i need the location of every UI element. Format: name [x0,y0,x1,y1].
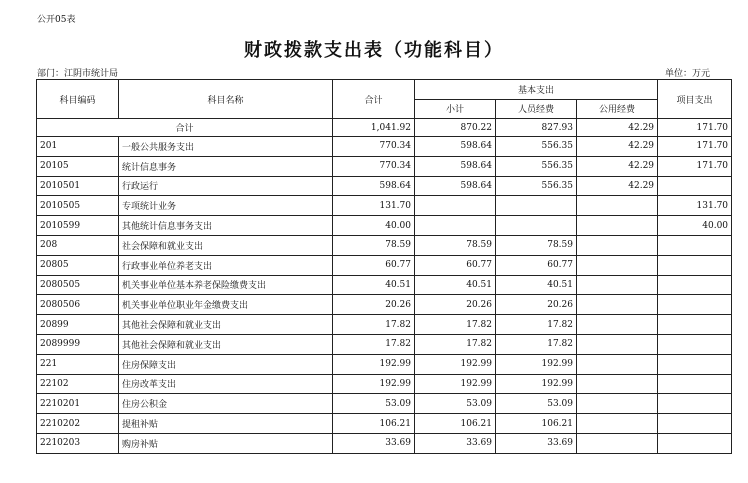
cell-total: 192.99 [333,374,415,394]
cell-project [658,433,732,453]
cell-code: 20805 [37,255,119,275]
cell-public: 42.29 [577,156,658,176]
table-row [37,315,732,335]
cell-public [577,255,658,275]
table-row [37,394,732,414]
cell-total: 78.59 [333,235,415,255]
cell-public [577,394,658,414]
cell-project [658,275,732,295]
cell-code: 20899 [37,315,119,335]
cell-name: 机关事业单位职业年金缴费支出 [119,295,333,315]
col-header-name: 科目名称 [119,80,333,119]
cell-name: 行政运行 [119,176,333,196]
cell-public [577,315,658,335]
cell-name: 住房改革支出 [119,374,333,394]
cell-personnel: 60.77 [496,255,577,275]
cell-subtotal: 40.51 [415,275,496,295]
cell-subtotal: 20.26 [415,295,496,315]
cell-subtotal: 106.21 [415,414,496,434]
total-cell-total: 1,041.92 [333,119,415,137]
total-cell-subtotal: 870.22 [415,119,496,137]
total-cell-personnel: 827.93 [496,119,577,137]
cell-personnel: 556.35 [496,156,577,176]
cell-personnel: 17.82 [496,334,577,354]
cell-total: 770.34 [333,156,415,176]
cell-personnel [496,216,577,236]
unit-label: 单位：万元 [664,69,710,79]
department-label: 部门：江阴市统计局 [37,69,119,79]
cell-subtotal: 17.82 [415,315,496,335]
cell-total: 17.82 [333,315,415,335]
cell-total: 131.70 [333,196,415,216]
cell-total: 53.09 [333,394,415,414]
table-row [37,295,732,315]
col-header-basic: 基本支出 [415,80,658,100]
cell-personnel: 192.99 [496,354,577,374]
cell-subtotal: 192.99 [415,354,496,374]
cell-total: 40.00 [333,216,415,236]
cell-name: 社会保障和就业支出 [119,235,333,255]
cell-project: 40.00 [658,216,732,236]
cell-code: 2210203 [37,433,119,453]
cell-public [577,275,658,295]
cell-personnel: 192.99 [496,374,577,394]
cell-subtotal: 33.69 [415,433,496,453]
cell-name: 其他社会保障和就业支出 [119,315,333,335]
table-row [37,156,732,176]
cell-code: 221 [37,354,119,374]
cell-code: 22102 [37,374,119,394]
cell-project: 131.70 [658,196,732,216]
cell-code: 20105 [37,156,119,176]
cell-personnel: 556.35 [496,176,577,196]
cell-name: 住房保障支出 [119,354,333,374]
cell-name: 统计信息事务 [119,156,333,176]
cell-name: 住房公积金 [119,394,333,414]
total-cell-public: 42.29 [577,119,658,137]
cell-code: 2210202 [37,414,119,434]
cell-project: 171.70 [658,137,732,157]
table-row [37,275,732,295]
cell-code: 2080505 [37,275,119,295]
cell-total: 770.34 [333,137,415,157]
table-row [37,176,732,196]
cell-subtotal: 53.09 [415,394,496,414]
cell-subtotal [415,196,496,216]
cell-code: 2010501 [37,176,119,196]
cell-project [658,295,732,315]
cell-subtotal: 78.59 [415,235,496,255]
cell-project [658,315,732,335]
table-row [37,196,732,216]
cell-personnel: 17.82 [496,315,577,335]
cell-project [658,394,732,414]
col-header-personnel: 人员经费 [496,99,577,119]
cell-total: 60.77 [333,255,415,275]
cell-project [658,255,732,275]
table-row [37,334,732,354]
cell-subtotal: 598.64 [415,156,496,176]
cell-name: 一般公共服务支出 [119,137,333,157]
table-row [37,235,732,255]
col-header-code: 科目编码 [37,80,119,119]
cell-project [658,176,732,196]
total-row [37,119,732,137]
table-row [37,216,732,236]
cell-public: 42.29 [577,137,658,157]
cell-name: 提租补贴 [119,414,333,434]
cell-total: 192.99 [333,354,415,374]
table-row [37,137,732,157]
cell-public [577,433,658,453]
cell-code: 208 [37,235,119,255]
cell-personnel: 106.21 [496,414,577,434]
cell-code: 2089999 [37,334,119,354]
cell-personnel: 78.59 [496,235,577,255]
cell-name: 其他社会保障和就业支出 [119,334,333,354]
cell-personnel: 53.09 [496,394,577,414]
expenditure-table [36,79,732,454]
cell-name: 专项统计业务 [119,196,333,216]
cell-personnel: 20.26 [496,295,577,315]
table-row [37,414,732,434]
table-row [37,255,732,275]
total-label: 合计 [37,119,333,137]
cell-public [577,295,658,315]
cell-total: 598.64 [333,176,415,196]
cell-code: 2010505 [37,196,119,216]
cell-subtotal: 192.99 [415,374,496,394]
page-title: 财政拨款支出表（功能科目） [244,40,504,61]
cell-personnel [496,196,577,216]
cell-subtotal [415,216,496,236]
cell-code: 2210201 [37,394,119,414]
cell-subtotal: 60.77 [415,255,496,275]
cell-total: 40.51 [333,275,415,295]
cell-public [577,354,658,374]
cell-name: 机关事业单位基本养老保险缴费支出 [119,275,333,295]
cell-project [658,414,732,434]
cell-public [577,414,658,434]
cell-public [577,334,658,354]
table-row [37,354,732,374]
cell-subtotal: 598.64 [415,137,496,157]
cell-public [577,235,658,255]
cell-code: 2010599 [37,216,119,236]
cell-name: 购房补贴 [119,433,333,453]
col-header-total: 合计 [333,80,415,119]
cell-name: 行政事业单位养老支出 [119,255,333,275]
col-header-public: 公用经费 [577,99,658,119]
col-header-subtotal: 小计 [415,99,496,119]
cell-public [577,196,658,216]
cell-total: 33.69 [333,433,415,453]
cell-project [658,235,732,255]
cell-total: 106.21 [333,414,415,434]
cell-public [577,374,658,394]
cell-subtotal: 598.64 [415,176,496,196]
cell-personnel: 33.69 [496,433,577,453]
col-header-project: 项目支出 [658,80,732,119]
cell-total: 20.26 [333,295,415,315]
cell-personnel: 40.51 [496,275,577,295]
cell-project [658,334,732,354]
total-cell-project: 171.70 [658,119,732,137]
cell-personnel: 556.35 [496,137,577,157]
cell-code: 201 [37,137,119,157]
table-row [37,374,732,394]
form-code: 公开05表 [37,15,76,25]
cell-name: 其他统计信息事务支出 [119,216,333,236]
cell-public [577,216,658,236]
cell-project: 171.70 [658,156,732,176]
cell-project [658,354,732,374]
cell-public: 42.29 [577,176,658,196]
cell-code: 2080506 [37,295,119,315]
table-row [37,433,732,453]
cell-total: 17.82 [333,334,415,354]
cell-subtotal: 17.82 [415,334,496,354]
cell-project [658,374,732,394]
